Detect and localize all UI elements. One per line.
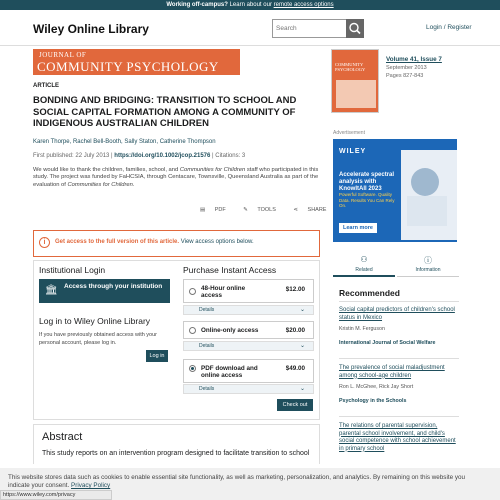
status-url: https://www.wiley.com/privacy [0, 490, 112, 500]
ack-text: staff who participated in this study. The project was funded by FaHCSIA, through Centacare, Townsville, Queensland Australia as part of the evaluation of [33, 167, 319, 188]
purchase-option-name: 48-Hour online access [201, 285, 246, 299]
share-icon: ⋖ [293, 207, 298, 213]
abstract-heading: Abstract [42, 431, 83, 443]
cookie-message: This website stores data such as cookies to enable essential site functionality, as well as marketing, personalization, and analytics. By remaining on this website you indicate your consent. [8, 474, 465, 489]
cover-title: COMMUNITY PSYCHOLOGY [335, 62, 366, 72]
published-date: First published: 22 July 2013 [33, 153, 110, 159]
search-icon [346, 19, 364, 38]
advertisement-label: Advertisement [333, 130, 365, 136]
author-list: Karen Thorpe, Rachel Bell-Booth, Sally Staton, Catherine Thompson [33, 139, 216, 145]
author-link[interactable]: Karen Thorpe [33, 139, 70, 145]
purchase-option-price: $20.00 [285, 327, 305, 334]
institution-access-button[interactable] [39, 279, 170, 303]
info-icon: ⓘ [424, 256, 432, 265]
remote-access-bold: Working off-campus? [166, 2, 228, 8]
details-toggle[interactable] [183, 341, 314, 351]
institution-icon: 🏛 [45, 285, 58, 296]
wol-login-text: If you have previously obtained access with your personal account, please log in. [39, 332, 158, 346]
abstract-section [33, 424, 320, 464]
article-title: BONDING AND BRIDGING: TRANSITION TO SCHOOL AND SOCIAL CAPITAL FORMATION AMONG A COMMUNITY OF INDIGENOUS AUSTRALIAN CHILDREN [33, 95, 297, 129]
publication-info: First published: 22 July 2013 | https://doi.org/10.1002/jcop.21576 | Citations: 3 [33, 153, 246, 159]
ack-text: We would like to thank the children, families, school, and [33, 167, 180, 173]
tools-button[interactable] [243, 207, 284, 213]
tab-information-label: Information [415, 267, 441, 273]
recommended-authors: Kristin M. Ferguson [339, 326, 385, 332]
divider [339, 301, 459, 302]
purchase-option-price: $12.00 [285, 286, 305, 293]
ack-text: . [132, 181, 135, 188]
recommended-authors: Ron L. McGhee, Rick Jay Short [339, 384, 414, 390]
radio-online[interactable] [189, 327, 196, 334]
ack-italic: Communities for Children [67, 181, 133, 188]
institution-access-label: Access through your institution [64, 283, 163, 290]
chevron-down-icon: ⌄ [299, 307, 305, 313]
wrench-icon: ✎ [243, 207, 248, 213]
issue-link[interactable]: Volume 41, Issue 7 [386, 56, 442, 63]
purchase-option-name: PDF download and online access [201, 365, 258, 379]
recommended-item [339, 365, 459, 404]
issue-date: September 2013 [386, 65, 427, 71]
chevron-down-icon: ⌄ [299, 343, 305, 349]
journal-cover[interactable] [331, 49, 379, 113]
share-button[interactable] [293, 207, 334, 213]
recommended-item [339, 307, 459, 346]
cover-artwork [336, 80, 376, 108]
radio-pdf-selected[interactable] [189, 365, 196, 372]
article-type: ARTICLE [33, 83, 59, 89]
view-access-options-link[interactable]: View access options below. [180, 239, 254, 245]
related-icon: ⚇ [360, 255, 368, 264]
tab-related[interactable] [333, 252, 395, 277]
acknowledgement [33, 167, 323, 189]
pdf-label: PDF [214, 207, 226, 213]
tab-information[interactable] [397, 252, 459, 277]
citations-count[interactable]: Citations: 3 [215, 153, 246, 159]
details-label: Details [199, 386, 215, 392]
remote-access-text: Learn about our [227, 2, 274, 8]
author-link[interactable]: Sally Staton [124, 139, 157, 145]
login-register-link[interactable]: Login / Register [426, 24, 472, 31]
checkout-button[interactable]: Check out [277, 399, 313, 411]
pdf-button[interactable] [200, 207, 234, 213]
login-button[interactable]: Log in [146, 350, 168, 362]
privacy-policy-link[interactable]: Privacy Policy [71, 482, 111, 489]
journal-banner[interactable] [33, 49, 240, 75]
purchase-option-pdf[interactable] [183, 359, 314, 383]
search-input[interactable] [276, 20, 346, 36]
recommended-title-link[interactable]: Social capital predictors of children's school status in Mexico [339, 307, 455, 321]
institutional-login-heading: Institutional Login [39, 265, 106, 275]
recommended-title-link[interactable]: The prevalence of social maladjustment among school-age children [339, 365, 445, 379]
purchase-option-price: $49.00 [285, 365, 305, 372]
recommended-heading: Recommended [339, 288, 400, 298]
remote-access-link[interactable]: remote access options [273, 2, 334, 8]
author-link[interactable]: Rachel Bell-Booth [72, 139, 121, 145]
recommended-title-link[interactable]: The relations of parental supervision, parental school involvement, and child's social competence with school achievement in primary school [339, 423, 456, 452]
recommended-journal[interactable]: International Journal of Social Welfare [339, 340, 436, 346]
issue-pages: Pages 827-843 [386, 73, 424, 79]
details-label: Details [199, 343, 215, 349]
divider [339, 358, 459, 359]
recommended-item [339, 423, 459, 453]
ack-italic: Communities for Children [179, 167, 246, 173]
abstract-text: This study reports on an intervention program designed to facilitate transition to school [42, 450, 310, 457]
remote-access-bar [0, 0, 500, 10]
ad-subtext: Powerful Software. Quality Data. Results You Can Rely On. [339, 192, 395, 208]
recommended-journal[interactable]: Psychology in the Schools [339, 398, 407, 404]
details-toggle[interactable] [183, 305, 314, 315]
radio-48hr[interactable] [189, 288, 196, 295]
ad-photo [401, 150, 457, 240]
purchase-heading: Purchase Instant Access [183, 265, 277, 275]
purchase-option-online[interactable] [183, 321, 314, 339]
purchase-option-name: Online-only access [201, 327, 259, 334]
ad-brand: WILEY [339, 148, 367, 155]
details-label: Details [199, 307, 215, 313]
article-tools [200, 207, 342, 213]
tab-related-label: Related [355, 267, 373, 273]
tools-label: TOOLS [257, 207, 276, 213]
divider [339, 416, 459, 417]
cookie-text [8, 474, 478, 490]
site-logo[interactable]: Wiley Online Library [33, 22, 149, 36]
journal-banner-line1: JOURNAL OF [39, 51, 87, 59]
journal-banner-line2: COMMUNITY PSYCHOLOGY [37, 59, 219, 74]
access-notice-text [55, 239, 254, 245]
ad-learn-more-button[interactable]: Learn more [339, 223, 377, 233]
access-notice-strong: Get access to the full version of this article. [55, 239, 180, 245]
search-button[interactable] [346, 19, 364, 38]
chevron-down-icon: ⌄ [299, 386, 305, 392]
ad-headline: Accelerate spectral analysis with KnowItAll 2023 [339, 172, 395, 192]
purchase-option-48hr[interactable] [183, 279, 314, 303]
doi-link[interactable]: https://doi.org/10.1002/jcop.21576 [114, 153, 211, 159]
wol-login-heading: Log in to Wiley Online Library [39, 316, 151, 326]
info-icon: i [39, 237, 50, 248]
pdf-icon: ▤ [200, 207, 206, 213]
author-link[interactable]: Catherine Thompson [159, 139, 216, 145]
share-label: SHARE [307, 207, 327, 213]
details-toggle[interactable] [183, 384, 314, 394]
